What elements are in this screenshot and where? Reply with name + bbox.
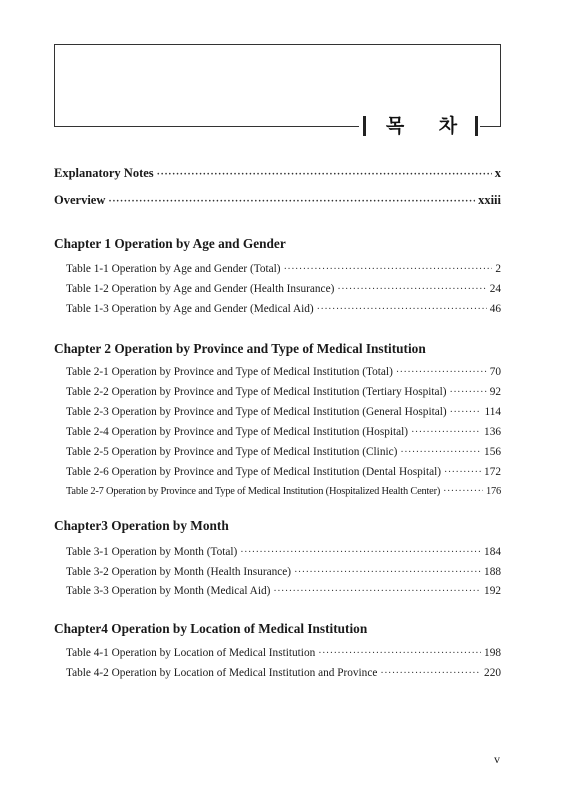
toc-entry-page: x — [494, 166, 501, 180]
toc-entry-page: 192 — [484, 585, 501, 597]
toc-entry-label: Table 4-1 Operation by Location of Medical Institution — [66, 647, 316, 659]
toc-entry[interactable] — [66, 546, 501, 558]
toc-entry-label: Table 4-2 Operation by Location of Medical Institution and Province — [66, 667, 378, 679]
toc-entry-label: Table 2-1 Operation by Province and Type of Medical Institution (Total) — [66, 366, 393, 378]
leader-dots — [443, 486, 483, 497]
title-bar-right — [475, 116, 478, 136]
chapter-heading: Chapter 2 Operation by Province and Type of Medical Institution — [54, 341, 426, 356]
toc-entry-page: xxiii — [478, 193, 501, 207]
toc-entry-label: Table 3-1 Operation by Month (Total) — [66, 546, 238, 558]
leader-dots — [240, 547, 481, 558]
leader-dots — [411, 427, 481, 438]
toc-entry-label: Table 1-1 Operation by Age and Gender (Total) — [66, 263, 281, 275]
leader-dots — [273, 586, 481, 597]
toc-entry-label: Explanatory Notes — [54, 166, 154, 180]
toc-entry-page: 172 — [484, 466, 501, 478]
toc-entry[interactable] — [66, 426, 501, 438]
toc-entry-page: 2 — [495, 263, 501, 275]
leader-dots — [380, 668, 481, 679]
toc-entry-label: Table 2-3 Operation by Province and Type of Medical Institution (General Hospital) — [66, 406, 447, 418]
toc-entry-page: 184 — [484, 546, 501, 558]
leader-dots — [450, 407, 482, 418]
toc-entry-label: Table 3-2 Operation by Month (Health Insurance) — [66, 566, 292, 578]
leader-dots — [108, 196, 475, 207]
leader-dots — [337, 284, 486, 295]
toc-entry-label: Table 1-2 Operation by Age and Gender (Health Insurance) — [66, 283, 335, 295]
toc-entry[interactable] — [66, 366, 501, 378]
toc-entry-page: 220 — [484, 667, 501, 679]
toc-entry-page: 198 — [484, 647, 501, 659]
toc-entry-page: 136 — [484, 426, 501, 438]
toc-entry-page: 70 — [489, 366, 501, 378]
toc-entry-label: Table 2-5 Operation by Province and Type of Medical Institution (Clinic) — [66, 446, 398, 458]
toc-entry-label: Overview — [54, 193, 106, 207]
leader-dots — [444, 467, 481, 478]
toc-entry-label: Table 2-6 Operation by Province and Type of Medical Institution (Dental Hospital) — [66, 466, 441, 478]
toc-entry-page: 156 — [484, 446, 501, 458]
header-rule-left — [54, 126, 359, 127]
toc-entry[interactable] — [66, 406, 501, 418]
leader-dots — [400, 447, 481, 458]
leader-dots — [318, 648, 481, 659]
toc-entry-label: Table 2-2 Operation by Province and Type of Medical Institution (Tertiary Hospital) — [66, 386, 447, 398]
toc-entry-overview[interactable] — [54, 193, 501, 208]
toc-entry[interactable] — [66, 466, 501, 478]
chapter-heading: Chapter4 Operation by Location of Medical Institution — [54, 621, 368, 636]
toc-entry-label: Table 2-7 Operation by Province and Type of Medical Institution (Hospitalized Health Center) — [66, 486, 441, 497]
toc-entry-page: 176 — [486, 486, 501, 497]
toc-entry[interactable] — [66, 486, 501, 497]
toc-entry[interactable] — [66, 386, 501, 398]
title-bar-left — [363, 116, 366, 136]
leader-dots — [157, 169, 492, 180]
chapter-heading: Chapter 1 Operation by Age and Gender — [54, 236, 286, 251]
page-title: 목 차 — [385, 115, 472, 137]
leader-dots — [449, 387, 486, 398]
page-number: v — [494, 752, 500, 766]
leader-dots — [294, 567, 481, 578]
chapter-heading: Chapter3 Operation by Month — [54, 518, 229, 533]
toc-entry-page: 188 — [484, 566, 501, 578]
toc-entry[interactable] — [66, 585, 501, 597]
toc-entry-page: 46 — [489, 303, 501, 315]
toc-entry-page: 24 — [489, 283, 501, 295]
toc-entry[interactable] — [66, 647, 501, 659]
toc-entry-label: Table 1-3 Operation by Age and Gender (Medical Aid) — [66, 303, 314, 315]
toc-entry[interactable] — [66, 263, 501, 275]
toc-entry-label: Table 2-4 Operation by Province and Type of Medical Institution (Hospital) — [66, 426, 409, 438]
leader-dots — [396, 367, 487, 378]
header-rule-right — [480, 126, 501, 127]
toc-entry[interactable] — [66, 667, 501, 679]
toc-entry-explanatory-notes[interactable] — [54, 166, 501, 181]
toc-entry[interactable] — [66, 283, 501, 295]
leader-dots — [317, 304, 487, 315]
toc-entry-label: Table 3-3 Operation by Month (Medical Aid) — [66, 585, 271, 597]
toc-entry[interactable] — [66, 566, 501, 578]
toc-entry-page: 114 — [484, 406, 501, 418]
toc-entry[interactable] — [66, 446, 501, 458]
toc-entry-page: 92 — [489, 386, 501, 398]
leader-dots — [284, 264, 493, 275]
toc-entry[interactable] — [66, 303, 501, 315]
